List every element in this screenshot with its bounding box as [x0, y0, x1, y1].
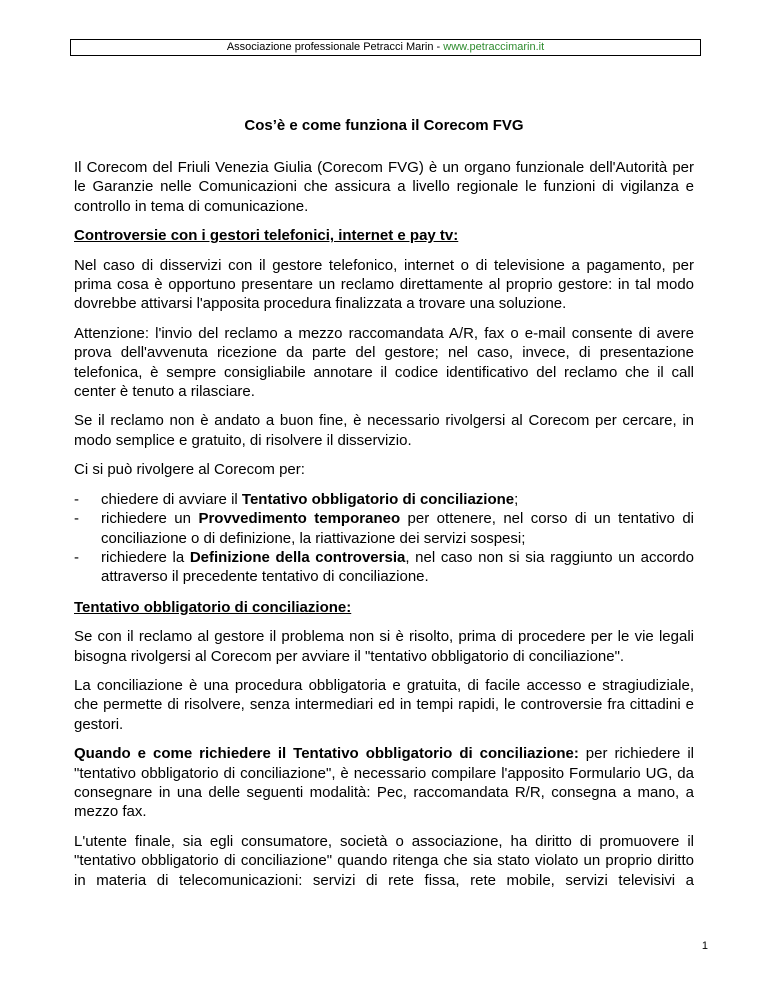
list-item-text: chiedere di avviare il [101, 490, 242, 508]
list-item [74, 490, 694, 509]
section-heading-controversie: Controversie con i gestori telefonici, internet e pay tv: [74, 227, 459, 245]
list-item-text: per ottenere, nel corso di un tentativo di conciliazione o di definizione, la riattivazione dei servizi sospesi; [101, 510, 694, 547]
document-body [74, 158, 694, 900]
list-item [74, 509, 694, 548]
page-header [70, 39, 701, 56]
paragraph-conciliazione: La conciliazione è una procedura obbligatoria e gratuita, di facile accesso e stragiudiziale, che permette di risolvere, senza intermediari ed in tempi rapidi, le controversie fra cittadini e gestori. [74, 676, 694, 733]
bullet-dash: - [74, 490, 79, 508]
bullet-dash: - [74, 548, 79, 566]
header-text: Associazione professionale Petracci Marin - [226, 41, 444, 53]
list-item-bold: Provvedimento temporaneo [198, 510, 401, 528]
list-item-bold: Definizione della controversia [189, 548, 406, 566]
paragraph-rivolgersi: Ci si può rivolgere al Corecom per: [74, 461, 305, 479]
paragraph-lead-rest: per richiedere il "tentativo obbligatorio di conciliazione", è necessario compilare l'apposito Formulario UG, da consegnare in una delle seguenti modalità: Pec, raccomandata R/R, consegna a mano, a mezzo fax. [74, 745, 694, 821]
paragraph-attenzione: Attenzione: l'invio del reclamo a mezzo raccomandata A/R, fax o e-mail consente di avere prova dell'avvenuta ricezione da parte del gestore; nel caso, invece, di presentazione telefonica, è sempre consigliabile annotare il codice identificativo del reclamo che il call center è tenuto a rilasciare. [74, 324, 694, 401]
intro-paragraph: Il Corecom del Friuli Venezia Giulia (Corecom FVG) è un organo funzionale dell'Autorità per le Garanzie nelle Comunicazioni che assicura a livello regionale le funzioni di vigilanza e controllo in tema di comunicazione. [74, 159, 694, 215]
list-item-text: ; [514, 490, 519, 508]
bullet-dash: - [74, 510, 79, 528]
options-list [74, 490, 694, 587]
header-site-link[interactable]: www.petraccimarin.it [443, 41, 545, 53]
paragraph-reclamo: Se il reclamo non è andato a buon fine, è necessario rivolgersi al Corecom per cercare, in modo semplice e gratuito, di risolvere il disservizio. [74, 412, 694, 449]
list-item-text: richiedere un [101, 510, 199, 528]
list-item-bold: Tentativo obbligatorio di conciliazione [241, 490, 515, 508]
document-title: Cos’è e come funziona il Corecom FVG [244, 117, 524, 134]
paragraph-lead-bold: Quando e come richiedere il Tentativo obbligatorio di conciliazione: [74, 745, 579, 763]
paragraph-utente-finale: L'utente finale, sia egli consumatore, società o associazione, ha diritto di promuovere il "tentativo obbligatorio di conciliazione" quando ritenga che sia stato violato un proprio diritto in materia di telecomunicazioni: servizi di rete fissa, rete mobile, servizi televisivi a [74, 832, 694, 889]
section-heading-tentativo: Tentativo obbligatorio di conciliazione: [74, 598, 352, 616]
list-item-text: richiedere la [101, 548, 190, 566]
list-item [74, 548, 694, 587]
paragraph-disservizi: Nel caso di disservizi con il gestore telefonico, internet o di televisione a pagamento, per prima cosa è opportuno presentare un reclamo direttamente al proprio gestore: in tal modo dovrebbe attivarsi l'apposita procedura finalizzata a trovare una soluzione. [74, 256, 694, 313]
list-item-text: , nel caso non si sia raggiunto un accordo attraverso il precedente tentativo di conciliazione. [101, 548, 694, 586]
paragraph-quando-come [74, 744, 694, 822]
page-number: 1 [701, 940, 708, 952]
paragraph-vie-legali: Se con il reclamo al gestore il problema non si è risolto, prima di procedere per le vie legali bisogna rivolgersi al Corecom per avviare il "tentativo obbligatorio di conciliazione". [74, 628, 694, 665]
